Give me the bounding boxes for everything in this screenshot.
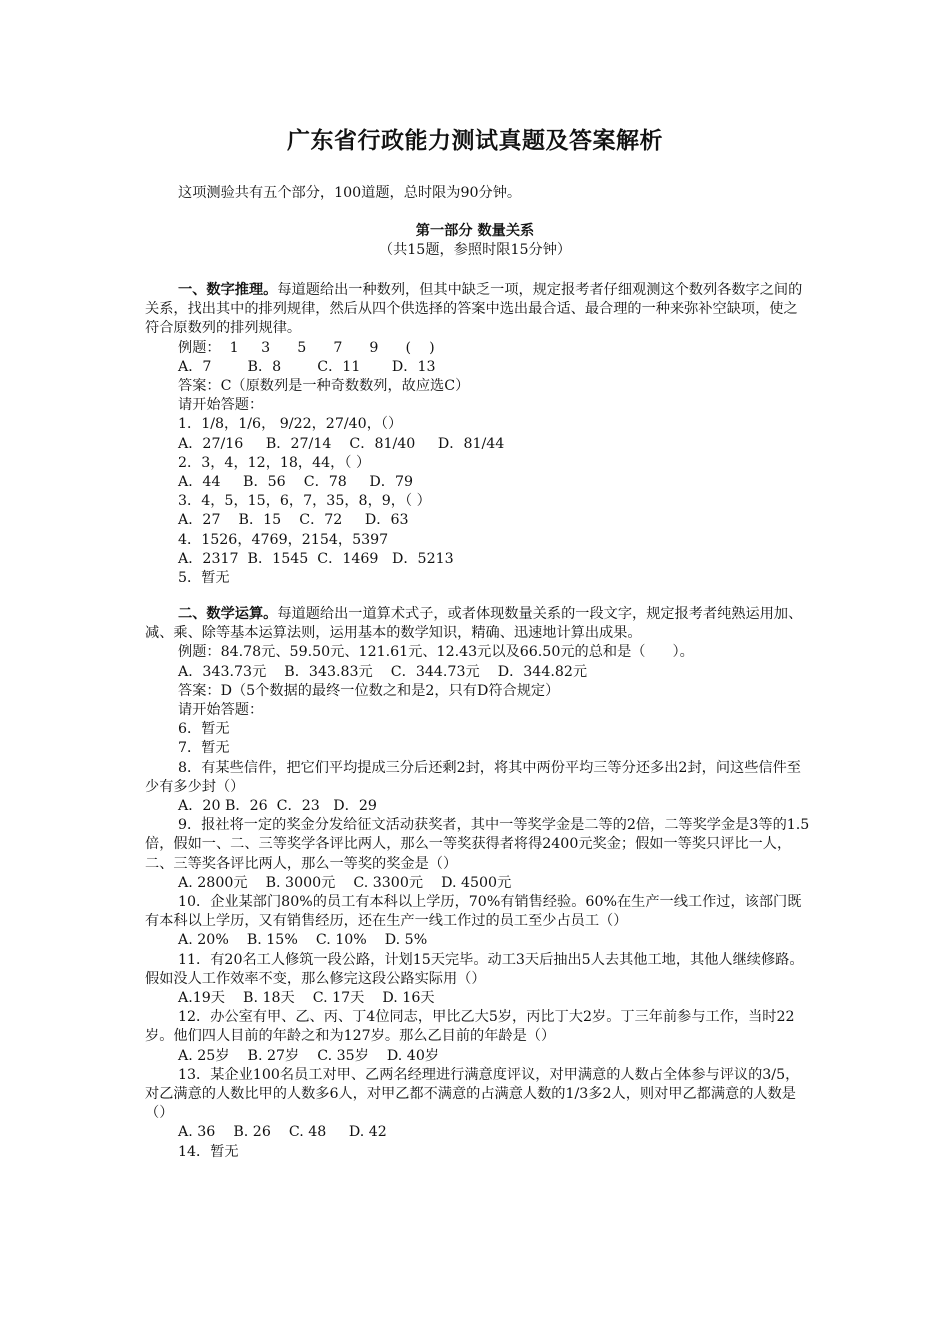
text-line: 答案：D（5个数据的最终一位数之和是2，只有D符合规定） — [178, 682, 560, 699]
answer-options: A. 36 B. 26 C. 48 D. 42 — [178, 1124, 387, 1141]
question-item: 12．办公室有甲、乙、丙、丁4位同志，甲比乙大5岁，丙比丁大2岁。丁三年前参与工作，当时22岁。他们四人目前的年龄之和为127岁。那么乙目前的年龄是（） — [145, 1009, 795, 1045]
text-line: 请开始答题： — [178, 702, 264, 719]
text-line: A．2317 B．1545 C．1469 D．5213 — [178, 550, 454, 567]
text-line: 请开始答题： — [178, 397, 264, 414]
answer-options: A. 2800元 B. 3000元 C. 3300元 D. 4500元 — [178, 874, 512, 891]
answer-options: A. 25岁 B. 27岁 C. 35岁 D. 40岁 — [178, 1047, 440, 1064]
text-line: 例题： 1 3 5 7 9 ( ) — [178, 339, 435, 356]
text-line: 4．1526，4769，2154，5397 — [178, 531, 389, 548]
question-item: 9．报社将一定的奖金分发给征文活动获奖者，其中一等奖学金是二等的2倍，二等奖学金是3等的1.5倍，假如一、二、三等奖学各评比两人，那么一等奖获得者将得2400元奖金；假如一等奖只评比一人，二、三等奖各评比两人，那么一等奖的奖金是（） — [145, 817, 810, 872]
text-line: 答案：C（原数列是一种奇数数列，故应选C） — [178, 378, 470, 395]
question-item: 8．有某些信件，把它们平均提成三分后还剩2封，将其中两份平均三等分还多出2封，问这些信件至少有多少封（） — [145, 759, 801, 795]
text-line: A．44 B．56 C．78 D．79 — [178, 474, 414, 491]
section-intro — [145, 281, 810, 339]
section-intro — [145, 605, 810, 643]
document-title: 广东省行政能力测试真题及答案解析 — [287, 128, 663, 154]
answer-options: A．20 B．26 C．23 D．29 — [178, 798, 377, 815]
answer-options: A.19天 B. 18天 C. 17天 D. 16天 — [178, 990, 435, 1007]
text-line: 1．1/8，1/6， 9/22，27/40，（） — [178, 416, 403, 433]
text-line: 3．4，5，15，6，7，35，8，9，（ ） — [178, 493, 431, 510]
section-heading: 二、数学运算。 — [178, 606, 278, 622]
question-item: 11．有20名工人修筑一段公路，计划15天完毕。动工3天后抽出5人去其他工地，其他人继续修路。假如没人工作效率不变，那么修完这段公路实际用（） — [145, 951, 804, 987]
part-title: 第一部分 数量关系 — [415, 223, 535, 239]
question-item: 10．企业某部门80%的员工有本科以上学历，70%有销售经验。60%在生产一线工作过，该部门既有本科以上学历，又有销售经历，还在生产一线工作过的员工至少占员工（） — [145, 894, 802, 930]
question-item: 6．暂无 — [178, 721, 230, 738]
intro-text: 这项测验共有五个部分，100道题，总时限为90分钟。 — [178, 185, 522, 201]
section-description: 每道题给出一道算术式子，或者体现数量关系的一段文字，规定报考者纯熟运用加、减、乘、除等基本运算法则，运用基本的数学知识，精确、迅速地计算出成果。 — [145, 606, 803, 642]
section-number-reasoning — [145, 281, 810, 588]
question-item: 7．暂无 — [178, 740, 230, 757]
text-line: 5．暂无 — [178, 570, 230, 587]
question-item: 14．暂无 — [178, 1143, 239, 1160]
question-item: 13．某企业100名员工对甲、乙两名经理进行满意度评议，对甲满意的人数占全体参与评议的3/5，对乙满意的人数比甲的人数多6人，对甲乙都不满意的占满意人数的1/3多2人，则对甲乙都满意的人数是（） — [145, 1066, 800, 1122]
text-line: A．7 B．8 C．11 D．13 — [178, 358, 436, 375]
text-line: 例题：84.78元、59.50元、121.61元、12.43元以及66.50元的总和是（ ）。 — [178, 644, 694, 661]
answer-options: A. 20% B. 15% C. 10% D. 5% — [178, 932, 428, 949]
section-heading: 一、数字推理。 — [178, 282, 278, 298]
section-description: 每道题给出一种数列，但其中缺乏一项，规定报考者仔细观测这个数列各数字之间的关系，找出其中的排列规律，然后从四个供选择的答案中选出最合适、最合理的一种来弥补空缺项，使之符合原数列的排列规律。 — [145, 282, 803, 337]
section-math-operations — [145, 605, 810, 1162]
text-line: A．27 B．15 C．72 D．63 — [178, 512, 409, 529]
part-subtitle: （共15题，参照时限15分钟） — [378, 242, 572, 258]
text-line: 2．3，4，12，18，44，（ ） — [178, 454, 371, 471]
text-line: A．343.73元 B．343.83元 C．344.73元 D．344.82元 — [178, 663, 588, 680]
text-line: A．27/16 B．27/14 C．81/40 D．81/44 — [178, 435, 505, 452]
